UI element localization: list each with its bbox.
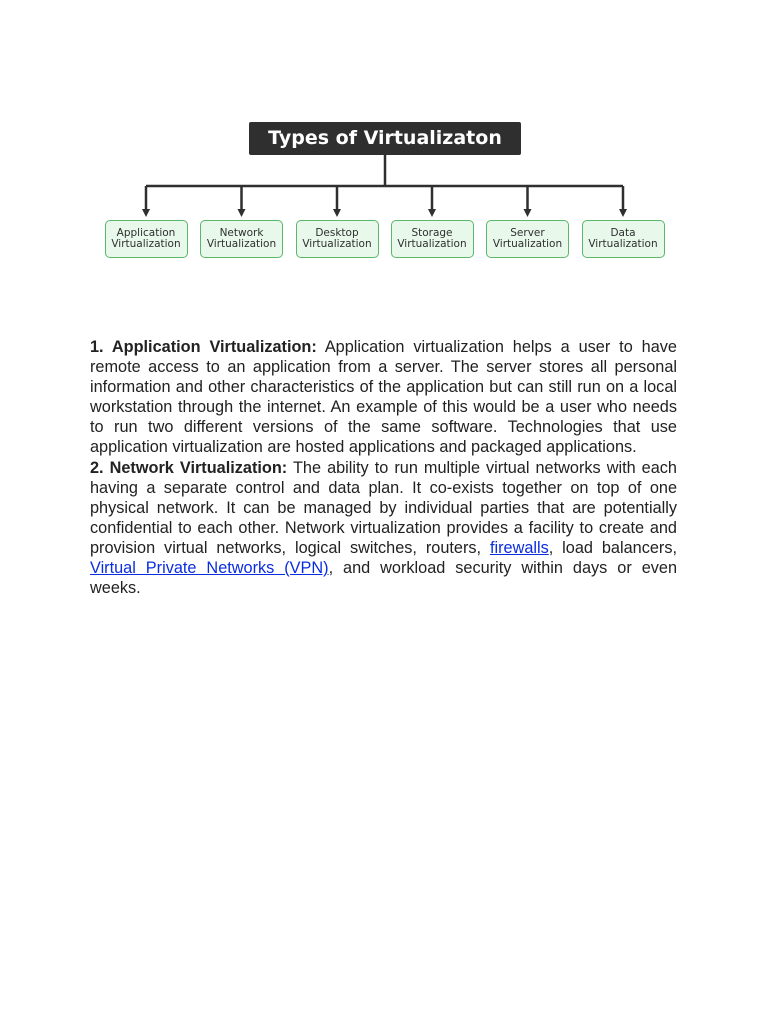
box-label-line1: Storage: [411, 227, 453, 239]
box-label-line2: Virtualization: [492, 238, 563, 250]
box-label-line2: Virtualization: [206, 238, 277, 250]
box-network-virtualization: [200, 220, 283, 258]
box-application-virtualization: [105, 220, 188, 258]
box-label-line2: Virtualization: [111, 238, 181, 250]
box-label-line2: Virtualization: [397, 238, 467, 250]
paragraph-network-virtualization: [90, 458, 677, 599]
box-label-line1: Desktop: [315, 227, 359, 239]
article-body: [90, 337, 677, 598]
paragraph-text: The ability to run multiple virtual networks with each having a separate control and data plan. It co-exists together on top of one physical network. It can be managed by individual parties that are potentially confidential to each other. Network virtualization provides a facility to create and provision virtual networks, logical switches, routers,: [90, 458, 677, 557]
paragraph-heading: 2. Network Virtualization:: [90, 458, 288, 477]
box-desktop-virtualization: [296, 220, 379, 258]
paragraph-heading: 1. Application Virtualization:: [90, 338, 317, 356]
firewalls-link[interactable]: firewalls: [489, 538, 549, 557]
box-storage-virtualization: [391, 220, 474, 258]
virtualization-types-diagram: [0, 0, 768, 300]
vpn-link[interactable]: Virtual Private Networks (VPN): [90, 559, 329, 578]
diagram-title: Types of Virtualizaton: [249, 122, 521, 155]
paragraph-application-virtualization: [90, 337, 677, 458]
paragraph-text: Application virtualization helps a user to have remote access to an application from a server. The server stores all personal information and other characteristics of the application but can still run on a local workstation through the internet. An example of this would be a user who needs to run two different versions of the same software. Technologies that use application virtualization are hosted applications and packaged applications.: [90, 338, 677, 457]
box-server-virtualization: [486, 220, 569, 258]
box-label-line1: Server: [510, 227, 545, 239]
paragraph-text: , and workload security within days or even weeks.: [90, 559, 677, 598]
box-label-line1: Data: [610, 227, 636, 239]
box-data-virtualization: [582, 220, 665, 258]
box-label-line2: Virtualization: [302, 238, 372, 250]
box-label-line2: Virtualization: [588, 238, 658, 250]
box-label-line1: Application: [116, 227, 176, 239]
box-label-line1: Network: [219, 227, 264, 239]
paragraph-text: , load balancers,: [548, 538, 677, 557]
